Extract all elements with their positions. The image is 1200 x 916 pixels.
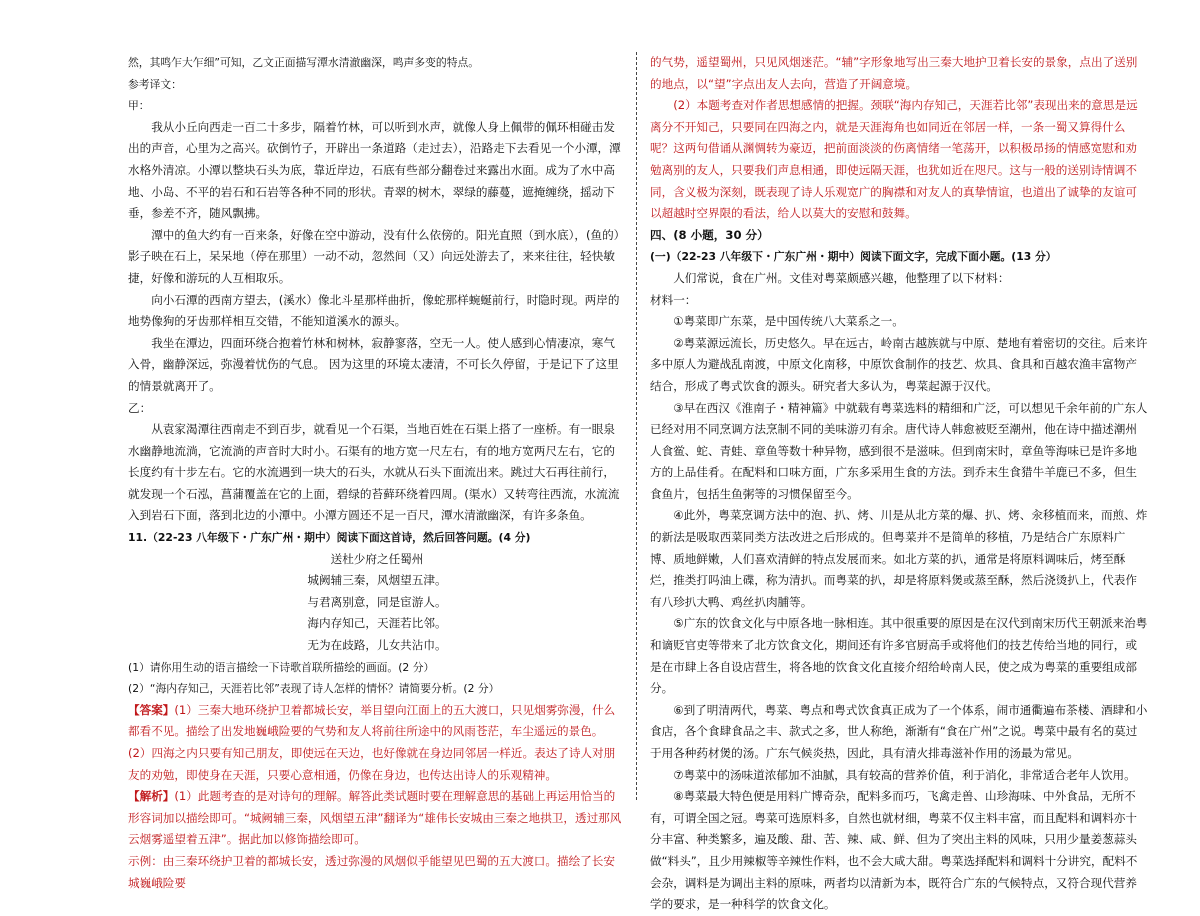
jia-paragraph-4: 我坐在潭边，四面环绕合抱着竹林和树林，寂静寥落，空无一人。使人感到心情凄凉，寒气入骨，幽静深远，弥漫着忧伤的气息。 因为这里的环境太凄清，不可长久停留，于是记下了这里的情景就离开了。 [128,335,619,393]
answer-block [128,700,626,743]
material-item: ③早在西汉《淮南子・精神篇》中就载有粤菜选料的精细和广泛，可以想见千余年前的广东人已经对用不同烹调方法烹制不同的美味游刃有余。唐代诗人韩愈被贬至潮州，他在诗中描述潮州人食鲎、蛇、青蛙、章鱼等数十种异物，感到很不是滋味。但到南宋时，章鱼等海味已是许多地方的上品佳肴。在配料和口味方面，广东多采用生食的方法。到乔末生食猎牛羊鹿已不多，但生食鱼片，包括生鱼粥等的习惯保留至今。 [650,400,1148,501]
poem-title: 送杜少府之任蜀州 [330,551,424,566]
material-item: ⑥到了明清两代，粤菜、粤点和粤式饮食真正成为了一个体系，闹市通衢遍布茶楼、酒肆和小食店，各个食肆食品之丰、款式之多，世人称绝，渐渐有“食在广州”之说。粤菜中最有名的莫过于用各种药材煲的汤。广东气候炎热，因此，具有清火排毒滋补作用的汤最为常见。 [650,702,1148,760]
answer-1: (1）三秦大地环绕护卫着都城长安，举目望向江面上的五大渡口，只见烟雾弥漫，什么都看不见。描绘了出发地巍峨险要的气势和友人将前往所途中的风雨苍茫，车尘遥远的景色。 [128,702,616,739]
poem-line: 无为在歧路，儿女共沾巾。 [307,638,447,653]
subsection-heading: (一)（22-23 八年级下・广东广州・期中）阅读下面文字，完成下面小题。(13 分） [650,250,1057,264]
material-label: 材料一： [650,292,697,307]
analysis-2: (2）本题考查对作者思想感情的把握。颈联“海内存知己，天涯若比邻”表现出来的意思是远离分不开知己，只要同在四海之内，就是天涯海角也如同近在邻居一样，一条一蜀又算得什么呢？这两句借诵从渊惆转为豪迈，把前面淡淡的伤离情绪一笔荡开，以积极昂扬的情感宽慰和劝勉离别的友人，只要我们声息相通，即使远隔天涯，也犹如近在咫尺。这与一般的送别诗情调不同，含义极为深刻，既表现了诗人乐观宽广的胸襟和对友人的真挚情谊，也道出了诚挚的友谊可以超越时空界限的看法，给人以莫大的安慰和鼓舞。 [650,98,1138,221]
material-item: ②粤菜源远流长，历史悠久。早在远古，岭南古越族就与中原、楚地有着密切的交往。后来许多中原人为避战乱南渡，中原文化南移，中原饮食制作的技艺、炊具、食具和百越农渔丰富物产结合，形成了粤式饮食的源头。研究者大多认为，粤菜起源于汉代。 [650,335,1148,393]
answer-2: (2）四海之内只要有知己朋友，即使远在天边，也好像就在身边同邻居一样近。表达了诗人对朋友的劝勉，即使身在天涯，只要心意相通，仍像在身边，也传达出诗人的乐观精神。 [128,746,616,782]
yi-label: 乙： [128,400,152,415]
material-item: ⑦粤菜中的汤味道浓郁加不油腻，具有较高的营养价值，利于消化，非常适合老年人饮用。 [673,767,1136,782]
jia-paragraph-1: 我从小丘向西走一百二十多步，隔着竹林，可以听到水声，就像人身上佩带的佩环相碰击发出的声音，心里为之高兴。砍倒竹子，开辟出一条道路（走过去），沿路走下去看见一个小潭，潭水格外清凉。小潭以整块石头为底，靠近岸边，石底有些部分翻卷过来露出水面。成为了水中高地、小岛、不平的岩石和石岩等各种不同的形状。青翠的树木，翠绿的藤蔓，遮掩缠绕，摇动下垂，参差不齐，随风飘拂。 [128,119,621,221]
material-item: ⑧粤菜最大特色便是用料广博奇杂，配料多而巧，飞禽走兽、山珍海味、中外食品，无所不有，可谓全国之冠。粤菜可选原料多，自然也就材细，粤菜不仅主料丰富，而且配料和调料亦十分丰富、种类繁多，遍及酸、甜、苦、辣、咸、鲜、但为了突出主料的风味，只用少量姜葱蒜头做“料头”，且少用辣椒等辛辣性作料，也不会大咸大甜。粤菜选择配料和调料十分讲究，配料不会杂，调料是为调出主料的原味，两者均以清新为本，既符合广东的气候特点，又符合现代营养学的要求，是一种科学的饮食文化。 [650,789,1138,912]
intro-text: 人们常说，食在广州。文佳对粤菜颇感兴趣，他整理了以下材料： [673,270,1010,285]
analysis-label: 【解析】 [128,789,175,804]
poem-line: 城阙辅三秦，风烟望五津。 [307,573,447,588]
section-heading: 四、(8 小题，30 分） [650,227,769,242]
analysis-block [128,786,626,851]
left-column [128,52,626,894]
top-line: 然，其鸣乍大乍细”可知，乙文正面描写潭水清澈幽深，鸣声多变的特点。 [128,56,480,69]
question-11-1: (1）请你用生动的语言描绘一下诗歌首联所描绘的画面。(2 分） [128,660,435,674]
ref-label: 参考译文： [128,77,182,91]
poem-line: 与君离别意，同是宦游人。 [307,594,447,609]
right-column [650,52,1148,916]
material-item: ①粤菜即广东菜，是中国传统八大菜系之一。 [673,314,904,329]
column-divider [636,52,637,800]
jia-paragraph-2: 潭中的鱼大约有一百来条，好像在空中游动，没有什么依傍的。阳光直照（到水底），(鱼的）影子映在石上，呆呆地（停在那里）一动不动，忽然间（又）向远处游去了，来来往往，轻快敏捷，好像和游玩的人互相取乐。 [128,227,626,285]
analysis-1: (1）此题考查的是对诗句的理解。解答此类试题时要在理解意思的基础上再运用恰当的形容词加以描绘即可。“城阙辅三秦，风烟望五津”翻译为“雄伟长安城由三秦之地拱卫，透过那风云烟雾遥望着五津”。据此加以修饰描绘即可。 [128,789,622,847]
yi-paragraph-1: 从袁家渴潭往西南走不到百步，就看见一个石渠，当地百姓在石渠上搭了一座桥。有一眼泉水幽静地流淌，它流淌的声音时大时小。石渠有的地方宽一尺左右，有的地方宽两尺左右，它的长度约有十步左右。它的水流遇到一块大的石头，水就从石头下面流出来。跳过大石再往前行，就发现一个石泓，菖蒲覆盖在它的上面，碧绿的苔藓环绕着四周。(渠水）又转弯往西流，水流流入到岩石下面，落到北边的小潭中。小潭方圆还不足一百尺，潭水清澈幽深，有许多条鱼。 [128,422,620,523]
analysis-continued: 的气势，遥望蜀州，只见风烟迷茫。“辅”字形象地写出三秦大地护卫着长安的景象，点出了送别的地点，以“望”字点出友人去向，营造了开阔意境。 [650,55,1138,91]
question-11-title: 11.（22-23 八年级下・广东广州・期中）阅读下面这首诗，然后回答问题。(4 分) [128,531,531,545]
jia-label: 甲： [128,99,150,113]
question-11-2: (2）“海内存知己，天涯若比邻”表现了诗人怎样的情怀？请简要分析。(2 分） [128,682,500,696]
poem-line: 海内存知己，天涯若比邻。 [307,616,447,631]
material-item: ⑤广东的饮食文化与中原各地一脉相连。其中很重要的原因是在汉代到南宋历代王朝派来治粤和谪贬官吏等带来了北方饮食文化，期间还有许多官厨高手或将他们的技艺传给当地的同行，或是在市肆上各自设店营生，将各地的饮食文化直接介绍给岭南人民，使之成为粤菜的重要组成部分。 [650,616,1148,696]
answer-label: 【答案】 [128,702,175,717]
material-item: ④此外，粤菜烹调方法中的泡、扒、烤、川是从北方菜的爆、扒、烤、汆移植而来，而煎、炸的新法是吸取西菜同类方法改进之后形成的。但粤菜并不是简单的移植，乃是结合广东原料广博、质地鲜嫩，人们喜欢清鲜的特点发展而来。如北方菜的扒，通常是将原料调味后，烤至酥烂，推类打吗油上碟，称为清扒。而粤菜的扒，却是将原料煲或蒸至酥，然后浇烫扒上，代表作有八珍扒大鸭、鸡丝扒肉脯等。 [650,508,1148,609]
jia-paragraph-3: 向小石潭的西南方望去，(溪水）像北斗星那样曲折，像蛇那样蜿蜒前行，时隐时现。两岸的地势像狗的牙齿那样相互交错，不能知道溪水的源头。 [128,292,620,329]
example-text: 示例：由三秦环绕护卫着的都城长安，透过弥漫的风烟似乎能望见巴蜀的五大渡口。描绘了长安城巍峨险要 [128,853,615,890]
